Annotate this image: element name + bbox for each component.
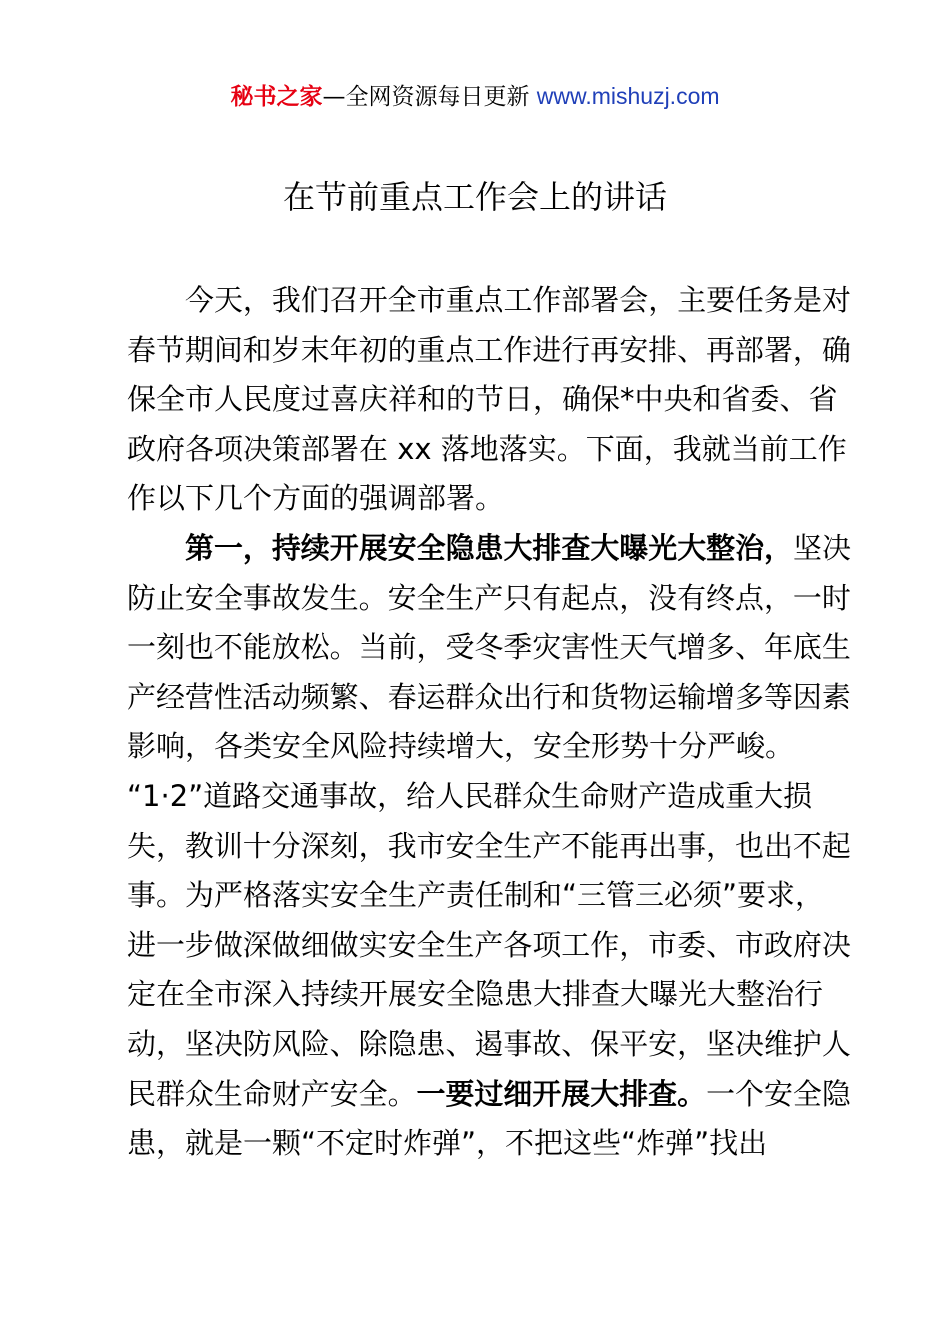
body-line bbox=[127, 772, 851, 822]
line-text: 坚决 bbox=[793, 530, 851, 565]
body-line bbox=[127, 921, 851, 971]
body-line bbox=[127, 871, 851, 921]
body-line bbox=[127, 1020, 851, 1070]
body-line bbox=[127, 326, 851, 376]
line-text: 政府各项决策部署在 xx 落地落实。下面，我就当前工作 bbox=[127, 431, 847, 466]
body-line bbox=[127, 276, 851, 326]
line-text: 春节期间和岁末年初的重点工作进行再安排、再部署，确 bbox=[127, 332, 851, 367]
line-text: 动，坚决防风险、除隐患、遏事故、保平安，坚决维护人 bbox=[127, 1026, 851, 1061]
site-url[interactable]: www.mishuzj.com bbox=[536, 83, 720, 109]
document-title: 在节前重点工作会上的讲话 bbox=[282, 178, 667, 216]
line-text: 事。为严格落实安全生产责任制和“三管三必须”要求， bbox=[127, 878, 825, 913]
bold-text: 一要过细开展大排查。 bbox=[416, 1076, 707, 1111]
line-text: 产经营性活动频繁、春运群众出行和货物运输增多等因素 bbox=[127, 679, 851, 714]
site-slogan: —全网资源每日更新 bbox=[322, 84, 537, 110]
document-body bbox=[127, 276, 851, 1169]
body-line bbox=[127, 822, 851, 872]
line-text: 保全市人民度过喜庆祥和的节日，确保*中央和省委、省 bbox=[127, 382, 838, 417]
line-text: 患，就是一颗“不定时炸弹”，不把这些“炸弹”找出 bbox=[127, 1126, 768, 1161]
body-line bbox=[127, 375, 851, 425]
body-line bbox=[127, 425, 851, 475]
body-line bbox=[127, 1119, 851, 1169]
line-text: 作以下几个方面的强调部署。 bbox=[127, 481, 505, 516]
body-line bbox=[127, 722, 851, 772]
body-line bbox=[127, 474, 851, 524]
line-text: 影响，各类安全风险持续增大，安全形势十分严峻。 bbox=[127, 729, 795, 764]
line-text: 进一步做深做细做实安全生产各项工作，市委、市政府决 bbox=[127, 927, 851, 962]
line-text: 一刻也不能放松。当前，受冬季灾害性天气增多、年底生 bbox=[127, 630, 851, 665]
line-text: 防止安全事故发生。安全生产只有起点，没有终点，一时 bbox=[127, 580, 851, 615]
site-brand: 秘书之家 bbox=[230, 84, 323, 110]
bold-text: 第一，持续开展安全隐患大排查大曝光大整治， bbox=[185, 530, 794, 565]
line-text: “1·2”道路交通事故，给人民群众生命财产造成重大损 bbox=[127, 778, 813, 813]
body-line bbox=[127, 673, 851, 723]
body-line bbox=[127, 623, 851, 673]
body-line bbox=[127, 524, 851, 574]
line-text: 失，教训十分深刻，我市安全生产不能再出事，也出不起 bbox=[127, 828, 851, 863]
line-text: 今天，我们召开全市重点工作部署会，主要任务是对 bbox=[185, 283, 851, 317]
site-header bbox=[0, 80, 950, 113]
line-text: 民群众生命财产安全。 bbox=[127, 1076, 417, 1111]
body-line bbox=[127, 970, 851, 1020]
body-line bbox=[127, 574, 851, 624]
line-text: 一个安全隐 bbox=[706, 1076, 851, 1111]
line-text: 定在全市深入持续开展安全隐患大排查大曝光大整治行 bbox=[127, 977, 824, 1012]
body-line bbox=[127, 1070, 851, 1120]
